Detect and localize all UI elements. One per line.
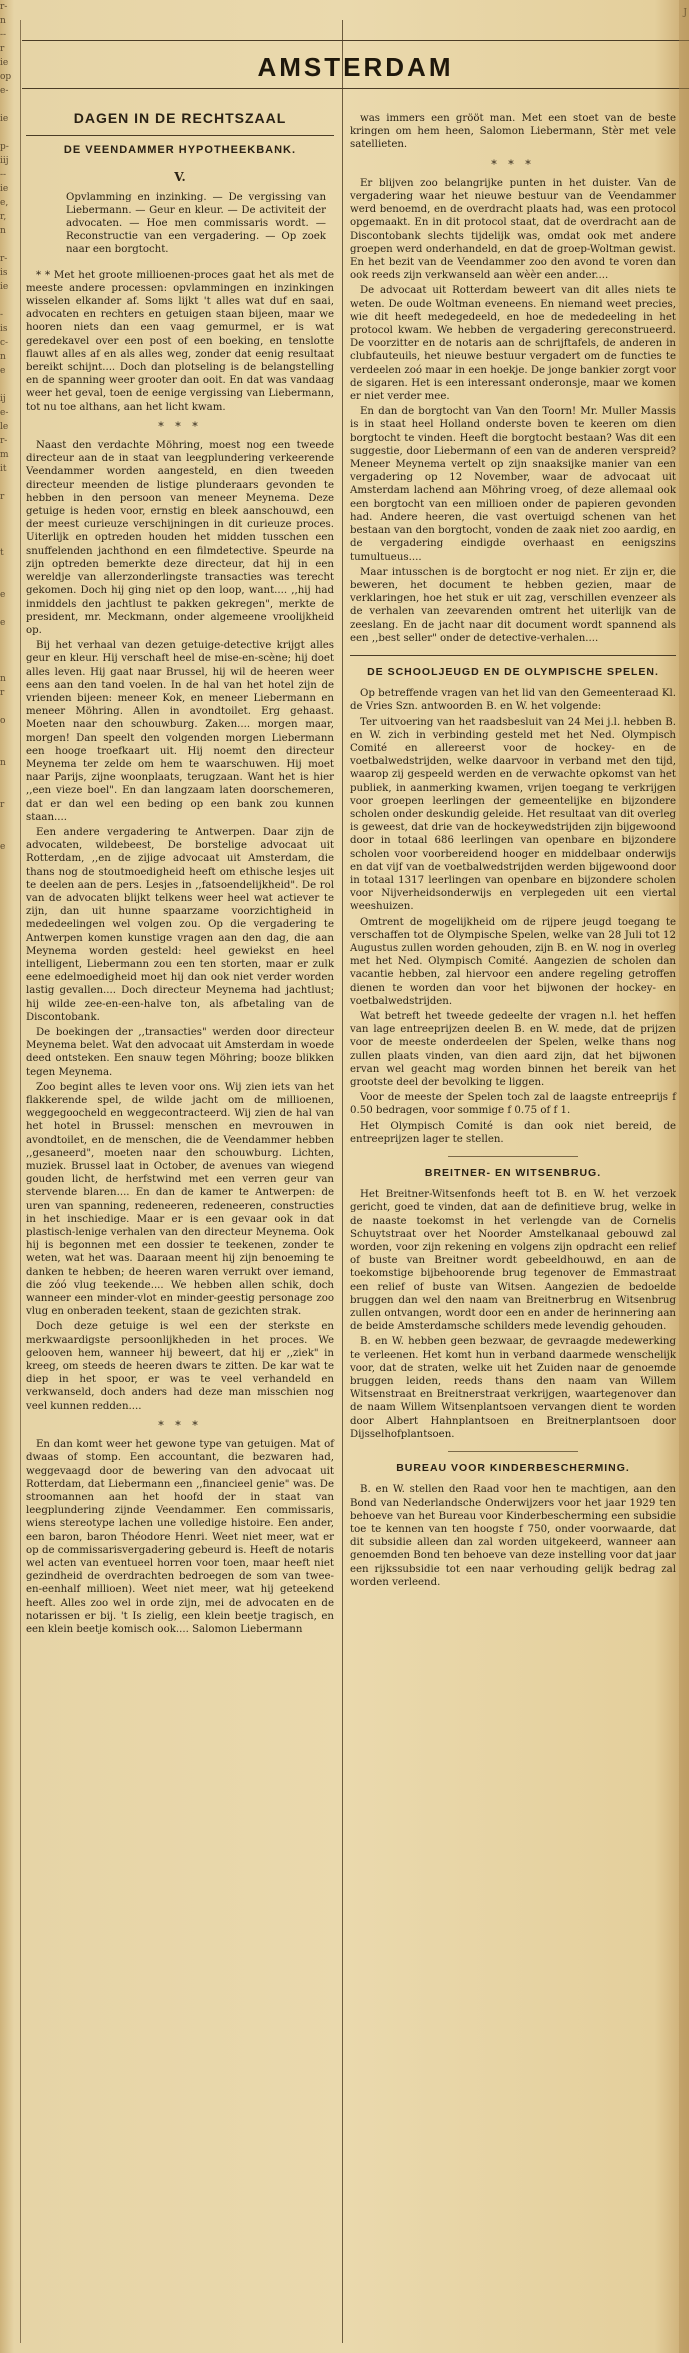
edge-fragment xyxy=(0,644,16,658)
paragraph: B. en W. hebben geen bezwaar, de gevraagde medewerking te verleenen. Het komt hun in verband daarmede wenschelijk voor, dat de straten, welke uit het Zuiden naar de genoemde bruggen leiden, reeds thans den naam van Willem Witsenstraat en Breitnerstraat verkrijgen, waartegenover dan de naam Willem Witsenplantsoen vervangen dient te worden door Albert Hahnplantsoen en Breitnerplantsoen door Dijsselhofplantsoen. xyxy=(350,1336,676,1440)
corner-fragment: J xyxy=(683,8,687,18)
edge-fragment xyxy=(0,98,16,112)
edge-fragment: o xyxy=(0,716,6,726)
left-edge-fragments xyxy=(0,0,16,2353)
page-binding-shadow xyxy=(679,0,689,2353)
article-rule-3 xyxy=(448,1451,578,1452)
stars-separator-2: * * * xyxy=(158,1418,202,1432)
paragraph: De advocaat uit Rotterdam beweert van dit alles niets te weten. De oude Woltman eveneens. En niemand weet precies, wie dit heeft medegedeeld, en hoe de mededeeling in het protocol kwam. We hebben de vergadering gereconstrueerd. De voorzitter en de notaris aan de schrijftafels, de anderen in clubfauteuils, het nieuwe bestuur vergadert om de functies te verdeelen zoó maar in een hoekje. De jonge bankier zorgt voor de sigaren. Het is een interessant onderonsje, maar we komen er niet verder mee. xyxy=(350,285,676,403)
edge-fragment: r- xyxy=(0,254,8,264)
paragraph: Naast den verdachte Möhring, moest nog een tweede directeur aan de in staat van leegplundering verkeerende Veendammer worden aangesteld, en dien tweeden directeur meenden de listige plunderaars gevonden te hebben in den persoon van meneer Meynema. Deze getuige is heden voor, ernstig en bleek aanschouwd, een der meest curieuze verschijningen in dit curieuze proces. Uiterlijk en optreden houden het midden tusschen een snuffelenden jachthond en een filmdetective. Speurde na zijn optreden bemerkte deze directeur, dat hij in een wereldje van allerzonderlingste transacties was terecht gekomen. Doch hij ging niet op den loop, want.... ,,hij had inmiddels den jachtlust te pakken gekregen", merkte de president, mr. Meckmann, onder algemeene vroolijkheid op. xyxy=(26,440,334,636)
school-heading: DE SCHOOLJEUGD EN DE OLYMPISCHE SPELEN. xyxy=(367,665,659,678)
article-part-number: V. xyxy=(174,170,186,185)
edge-fragment: p- xyxy=(0,142,9,152)
edge-fragment xyxy=(0,504,16,518)
article-summary: Opvlamming en inzinking. — De vergissing van Liebermann. — Geur en kleur. — De activiteit der advocaten. — Hoe men commissaris wordt. — Reconstructie van een vergadering. — Op zoek naar een borgtocht. xyxy=(66,191,326,256)
edge-fragment: e- xyxy=(0,86,9,96)
edge-fragment: ie xyxy=(0,114,9,124)
article-rule-2 xyxy=(448,1156,578,1157)
paragraph: Een andere vergadering te Antwerpen. Daar zijn de advocaten, wildebeest, De borstelige advocaat uit Rotterdam, ,,en de zijige advocaat uit Amsterdam, die thans nog de stoutmoedigheid heeft om ethische lesjes uit te deelen aan de pers. Lesjes in ,,fatsoendelijkheid". De rol van de advocaten blijkt telkens weer heel wat actiever te zijn, dan uit hunne spaarzame voorzichtigheid in mededeelingen wel volgen zou. Op die vergadering te Antwerpen komen kunstige vragen aan den dag, die aan Meynema worden gesteld: heel gewiekst en heel intelligent, Liebermann zou een ten storten, maar er zulk eene edelmoedigheid moet hij dan ook niet verder worden lastig gevallen.... Doch directeur Meynema had jachtlust; hij wilde zee-en-een-halve ton, als afbetaling van de Discontobank. xyxy=(26,826,334,1023)
edge-fragment: it xyxy=(0,464,7,474)
edge-fragment: ie xyxy=(0,58,9,68)
edge-fragment: is xyxy=(0,324,8,334)
child-protection-heading: BUREAU VOOR KINDERBESCHERMING. xyxy=(396,1462,630,1475)
edge-fragment: e xyxy=(0,842,6,852)
edge-fragment: n xyxy=(0,226,6,236)
page-title: AMSTERDAM xyxy=(257,52,454,82)
paragraph: Het Olympisch Comité is dan ook niet bereid, de entreeprijzen lager te stellen. xyxy=(350,1120,676,1145)
edge-fragment: n xyxy=(0,16,6,26)
edge-fragment: e xyxy=(0,366,6,376)
paragraph: Voor de meeste der Spelen toch zal de laagste entreeprijs f 0.50 bedragen, voor sommige f 0.75 of f 1. xyxy=(350,1092,676,1117)
paragraph: Ter uitvoering van het raadsbesluit van 24 Mei j.l. hebben B. en W. zich in verbinding gesteld met het Ned. Olympisch Comité en allereerst voor de hockey- en de voetbalwedstrijden, welke daarvoor in verband met den tijd, waarop zij gespeeld werden en de verwachte opkomst van het publiek, in aanmerking kwamen, vrijen toegang te verkrijgen voor groepen leerlingen der gemeentelijke en bijzondere scholen onder deskundig geleide. Het resultaat van dit overleg is geweest, dat drie van de hockeywedstrijden zijn bijgewoond door in totaal 686 leerlingen van openbare en bijzondere scholen voor voorbereidend hooger en middelbaar onderwijs en dat vijf van de voetbalwedstrijden werden bijgewoond door in totaal 1317 leerlingen van openbare en bijzondere scholen voor Nijverheidsonderwijs en verplegeden uit een viertal weeshuizen. xyxy=(350,716,676,913)
edge-fragment: -- xyxy=(0,30,7,40)
stars-separator: * * * xyxy=(158,419,202,433)
left-column xyxy=(26,112,334,1638)
paragraph: Zoo begint alles te leven voor ons. Wij zien iets van het flakkerende spel, de wilde jacht om de millioenen, weggegoocheld en weggecontracteerd. Wij zien de hal van het hotel in Brussel: menschen en mevrouwen in avondtoilet, en de menschen, die de Veendammer hebben ,,gesaneerd", moeten naar den schouwburg. Lichten, muziek. Brussel laat in October, de avenues van wiegend gouden licht, de herfstwind met een verren geur van stervende blaren.... En dan de kamer te Antwerpen: de uren van spanning, redeneeren, redeneeren, constructies in het inschiedige. Maar er is een gevaar ook in dat plastisch-lenige verhalen van den directeur Meynema. Ook hij is begonnen met een dossier te teekenen, zonder te weten, wat het was. Daaraan meent hij zijn benoeming te danken te hebben; de heeren waren verrukt over iemand, die zóó vlug teekende.... We hebben allen schik, doch wanneer een minder-vlot en minder-geestig personage zoo vlug en onberaden teekent, staan de gezichten strak. xyxy=(26,1081,334,1318)
paragraph: Er blijven zoo belangrijke punten in het duister. Van de vergadering waar het nieuwe bestuur van de Veendammer werd benoemd, en de overdracht plaats had, was een protocol opgemaakt. En in dit protocol staat, dat de overdracht aan de Discontobank slechts tijdelijk was, omdat ook met andere groepen werd onderhandeld, en dat de groep-Woltman gewist. En het bezit van de Veendammer zoo den avond te voren dan ook reeds zijn verkwanseld aan wèèr een ander.... xyxy=(350,177,676,282)
edge-fragment: - xyxy=(0,310,4,320)
edge-fragment: op xyxy=(0,72,12,82)
edge-fragment: n xyxy=(0,674,6,684)
edge-fragment xyxy=(0,602,16,616)
paragraph: B. en W. stellen den Raad voor hen te machtigen, aan den Bond van Nederlandsche Onderwijzers voor het jaar 1929 ten behoeve van het Bureau voor Kinderbescherming een subsidie toe te kennen van ten hoogste f 750, onder voorwaarde, dat dit subsidie alleen dan zal worden uitgekeerd, wanneer aan genoemden Bond ten behoeve van deze instelling voor dat jaar een rijkssubsidie tot een naar verhouding gelijk bedrag zal worden verleend. xyxy=(350,1484,676,1588)
article-text-right-b xyxy=(350,177,676,645)
edge-fragment: e xyxy=(0,590,6,600)
paragraph: Omtrent de mogelijkheid om de rijpere jeugd toegang te verschaffen tot de Olympische Spelen, welke van 28 Juli tot 12 Augustus zullen worden gehouden, zijn B. en W. nog in overleg met het Ned. Olympisch Comité. Aangezien de scholen dan vacantie hebben, zal hiervoor een andere regeling getroffen dienen te worden dan voor het bijwonen der hockey- en voetbalwedstrijden. xyxy=(350,916,676,1007)
edge-fragment: n xyxy=(0,352,6,362)
edge-fragment xyxy=(0,476,16,490)
paragraph: Op betreffende vragen van het lid van den Gemeenteraad Kl. de Vries Szn. antwoorden B. en W. het volgende: xyxy=(350,688,676,713)
paragraph: En dan de borgtocht van Van den Toorn! Mr. Muller Massis is in staat heel Holland onderste boven te keeren om dien borgtocht te vinden. Heeft die borgtocht bestaan? Was dit een suggestie, door Liebermann of een van de anderen verspreid? Meneer Meynema vertelt op zijn snaaksijke manier van een vergadering op 12 November, waar de advocaat uit Amsterdam lachend aan Möhring vroeg, of deze allemaal ook een borgtocht van een millioen onder de papieren gevonden had. Andere heeren, die vast overtuigd schenen van het bestaan van den borgtocht, vonden de zaak niet zoo aardig, en de vergadering eindigde overhaast en eenigszins tumultueus.... xyxy=(350,406,676,563)
edge-fragment: r- xyxy=(0,436,8,446)
article-rule-1 xyxy=(350,655,676,656)
section-rule xyxy=(26,135,334,136)
stars-separator-right: * * * xyxy=(491,157,535,171)
edge-fragment: e- xyxy=(0,408,9,418)
edge-fragment: t xyxy=(0,548,4,558)
edge-fragment: e, xyxy=(0,198,9,208)
edge-fragment: r- xyxy=(0,2,8,12)
article-continuation xyxy=(350,112,676,152)
left-margin-rule xyxy=(20,20,21,2343)
school-article-text xyxy=(350,687,676,1146)
edge-fragment xyxy=(0,770,16,784)
edge-fragment xyxy=(0,784,16,798)
edge-fragment: n xyxy=(0,758,6,768)
edge-fragment: iij xyxy=(0,156,9,166)
edge-fragment xyxy=(0,532,16,546)
edge-fragment xyxy=(0,812,16,826)
edge-fragment xyxy=(0,518,16,532)
edge-fragment: c- xyxy=(0,338,9,348)
edge-fragment xyxy=(0,658,16,672)
paragraph: De boekingen der ,,transacties" werden door directeur Meynema belet. Wat den advocaat uit Amsterdam in woede deed ontsteken. Een snauw tegen Möhring; booze blikken tegen Meynema. xyxy=(26,1027,334,1078)
edge-fragment xyxy=(0,294,16,308)
edge-fragment: r xyxy=(0,492,5,502)
edge-fragment xyxy=(0,560,16,574)
header-rule-bottom xyxy=(22,88,689,89)
paragraph: was immers een grööt man. Met een stoet van de beste kringen om hem heen, Salomon Liebermann, Stèr met vele satellieten. xyxy=(350,113,676,151)
paragraph: Maar intusschen is de borgtocht er nog niet. Er zijn er, die beweren, het document te hebben gezien, maar de verklaringen, hoe het stuk er uit zag, verschillen evenzeer als de verhalen van zeevarenden omtrent het uiterlijk van de zeeslang. En de jacht naar dit document wordt spannend als een ,,best seller" onder de detective-verhalen.... xyxy=(350,566,676,644)
article-heading: DE VEENDAMMER HYPOTHEEKBANK. xyxy=(63,144,297,157)
header-rule-top xyxy=(22,40,689,41)
edge-fragment xyxy=(0,574,16,588)
article-text-a xyxy=(26,269,334,414)
edge-fragment: r xyxy=(0,800,5,810)
edge-fragment: is xyxy=(0,268,8,278)
section-heading: DAGEN IN DE RECHTSZAAL xyxy=(73,110,287,126)
edge-fragment xyxy=(0,378,16,392)
edge-fragment: ij xyxy=(0,394,6,404)
edge-fragment xyxy=(0,728,16,742)
bridge-heading: BREITNER- EN WITSENBRUG. xyxy=(424,1167,602,1180)
edge-fragment xyxy=(0,826,16,840)
edge-fragment xyxy=(0,238,16,252)
paragraph: Bij het verhaal van dezen getuige-detective krijgt alles geur en kleur. Hij verschaft heel de mise-en-scène; hij doet alles leven. Hij gaat naar Brussel, hij wil de heeren weer eens aan den tand voelen. In de hal van het hotel zijn de vrienden bijeen: meneer Kok, en meneer Liebermann en meneer Möhring. Allen in avondtoilet. Erg gehaast. Moeten naar den schouwburg. Zaken.... morgen maar, morgen! Dan speelt den volgenden morgen Liebermann een hooge troefkaart uit. Hij noemt den directeur Meynema ter zelde om hem te waarschuwen. Hij moet naar Parijs, zijne woonplaats, terugzaan. Want het is hier ,,een vieze boel". En dan langzaam laten doorschemeren, dat er dan wel een beding op een bank zou kunnen staan.... xyxy=(26,640,334,823)
edge-fragment xyxy=(0,700,16,714)
edge-fragment: ie xyxy=(0,282,9,292)
paragraph: Het Breitner-Witsenfonds heeft tot B. en W. het verzoek gericht, goed te vinden, dat aan de definitieve brug, welke in de naaste toekomst in het verlengde van de Cornelis Schuytstraat over het Noorder Amstelkanaal gebouwd zal worden, voor zijn rekening en volgens zijn opdracht een relief of buste van Breitner wordt gebeeldhouwd, en aan de toekomstige bijbehoorende brug tegenover de Emmastraat een relief of buste van Witsen. Aangezien de bedoelde bruggen dan wel den naam van Breitnerbrug en Witsenbrug zullen ontvangen, wordt door een en ander de herinnering aan de beide Amsterdamsche schilders mede levendig gehouden. xyxy=(350,1189,676,1333)
edge-fragment: le xyxy=(0,422,9,432)
edge-fragment: r xyxy=(0,688,5,698)
edge-fragment xyxy=(0,126,16,140)
column-divider xyxy=(342,20,343,2343)
edge-fragment: ie xyxy=(0,184,9,194)
bridge-article-text xyxy=(350,1188,676,1441)
paragraph: * * Met het groote millioenen-proces gaat het als met de meeste andere processen: opvlammingen en inzinkingen wisselen elkander af. Soms lijkt 't alles wat duf en saai, advocaten en rechters en getuigen staan bijeen, maar we hooren niets dan een vaag gemurmel, er is wat geredekavel over een post of een boeking, en tenslotte flauwt alles af en als alles weg, zonder dat eenig resultaat bereikt schijnt.... Doch dan plotseling is de belangstelling en de spanning weer grooter dan ooit. En dat was vandaag weer het geval, toen de eenige vergissing van Liebermann, tot nu toe althans, aan het licht kwam. xyxy=(26,269,334,413)
paragraph: Doch deze getuige is wel een der sterkste en merkwaardigste persoonlijkheden in het proces. We gelooven hem, wanneer hij beweert, dat hij er ,,ziek" in kreeg, om steeds de heeren dwars te zitten. De kar wat te diep in het spoor, er was te veel verhandeld en verkwanseld, doch anders had deze man misschien nog veel kunnen redden.... xyxy=(26,1321,334,1412)
edge-fragment: m xyxy=(0,450,9,460)
edge-fragment: r xyxy=(0,44,5,54)
right-column xyxy=(350,112,676,1591)
article-text-c xyxy=(26,1438,334,1636)
edge-fragment xyxy=(0,742,16,756)
child-protection-text xyxy=(350,1483,676,1589)
article-text-b xyxy=(26,439,334,1413)
edge-fragment: -- xyxy=(0,170,7,180)
edge-fragment xyxy=(0,630,16,644)
edge-fragment: r, xyxy=(0,212,7,222)
paragraph: En dan komt weer het gewone type van getuigen. Mat of dwaas of stomp. Een accountant, die bezwaren had, weggevaagd door de bewering van den advocaat uit Rotterdam, dat Liebermann een ,,financieel genie" was. De stroomannen aan het hoofd der in staat van leegplundering zijnde Veendammer. Een commissaris, wiens stereotype lachen une volledige histoire. Een ander, een baron, baron Théodore Henri. Weet niet meer, wat er op de commissarisvergadering gebeurd is. Heeft de notaris wel acten van eventueel horren voor toen, maar heeft niet gezindheid de overdrachten bedroegen de som van twee-en-eenhalf millioen). Weet niet meer, wat hij geteekend heeft. Alles zoo wel in orde zijn, mei de advocaten en de notarissen er bij. 't Is zielig, een klein beetje tragisch, en een klein beetje komisch ook.... Salomon Liebermann xyxy=(26,1439,334,1635)
paragraph: Wat betreft het tweede gedeelte der vragen n.l. het heffen van lage entreeprijzen deelen B. en W. mede, dat de prijzen voor de meeste onderdeelen der Spelen, welke thans nog zullen plaats vinden, van dien aard zijn, dat het bijwonen ervan wel geacht mag worden binnen het bereik van het grootste deel der bevolking te liggen. xyxy=(350,1011,676,1089)
edge-fragment: e xyxy=(0,618,6,628)
